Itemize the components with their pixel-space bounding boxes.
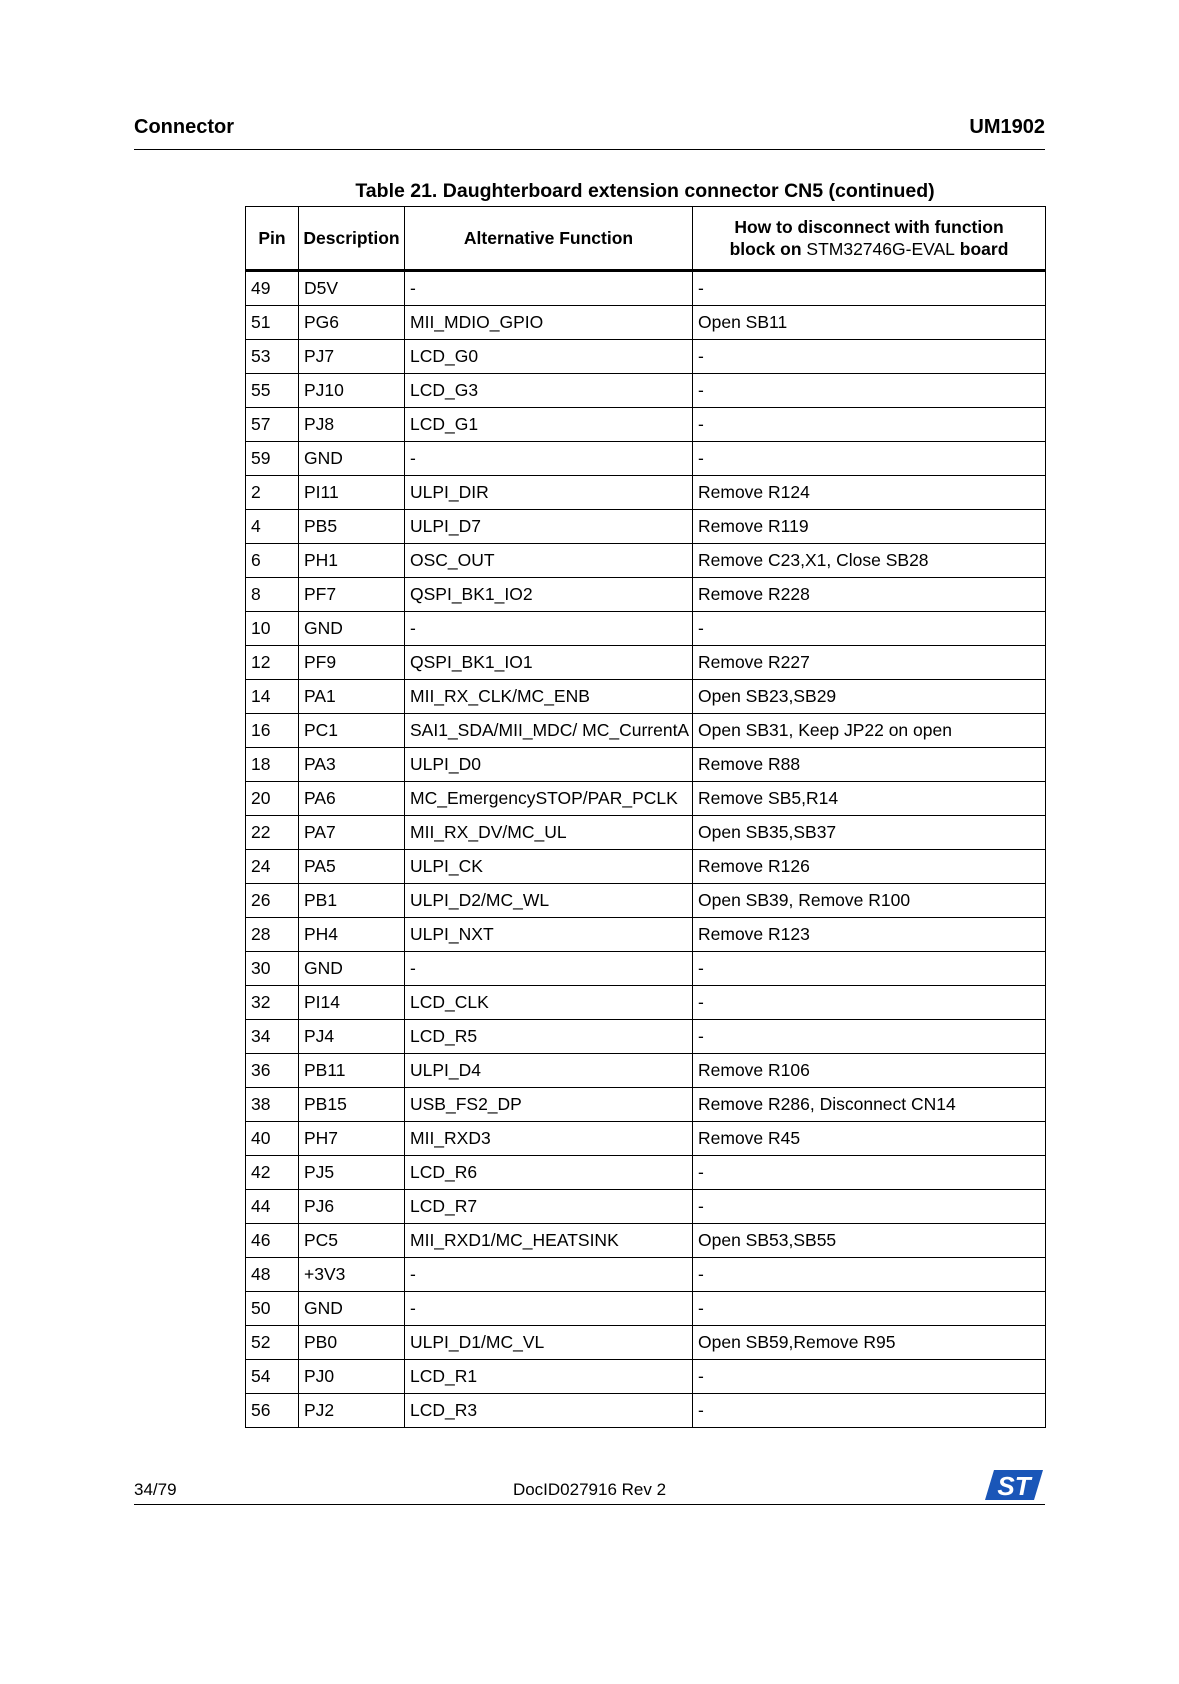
table-row bbox=[246, 442, 1046, 476]
table-row bbox=[246, 1190, 1046, 1224]
cell-alt-function: ULPI_NXT bbox=[405, 918, 693, 952]
table-row bbox=[246, 884, 1046, 918]
col-header-alt-function: Alternative Function bbox=[405, 207, 693, 271]
table-row bbox=[246, 952, 1046, 986]
cell-pin: 48 bbox=[246, 1258, 299, 1292]
cell-disconnect: - bbox=[693, 340, 1046, 374]
table-row bbox=[246, 1054, 1046, 1088]
cell-alt-function: - bbox=[405, 271, 693, 306]
cell-description: GND bbox=[299, 612, 405, 646]
cell-description: GND bbox=[299, 442, 405, 476]
cell-pin: 46 bbox=[246, 1224, 299, 1258]
cell-pin: 24 bbox=[246, 850, 299, 884]
table-row bbox=[246, 408, 1046, 442]
cell-pin: 54 bbox=[246, 1360, 299, 1394]
table-row bbox=[246, 850, 1046, 884]
cell-alt-function: - bbox=[405, 1292, 693, 1326]
cell-alt-function: ULPI_D4 bbox=[405, 1054, 693, 1088]
cell-description: PA6 bbox=[299, 782, 405, 816]
cell-alt-function: USB_FS2_DP bbox=[405, 1088, 693, 1122]
cell-description: PA3 bbox=[299, 748, 405, 782]
cell-disconnect: - bbox=[693, 1020, 1046, 1054]
col-header-disconnect bbox=[693, 207, 1046, 271]
table-row bbox=[246, 680, 1046, 714]
document-code: UM1902 bbox=[969, 116, 1045, 138]
cell-description: PB5 bbox=[299, 510, 405, 544]
cell-disconnect: Remove R228 bbox=[693, 578, 1046, 612]
table-row bbox=[246, 306, 1046, 340]
cell-alt-function: MII_RXD3 bbox=[405, 1122, 693, 1156]
st-logo-icon bbox=[984, 1468, 1044, 1502]
cell-alt-function: LCD_R7 bbox=[405, 1190, 693, 1224]
cell-pin: 2 bbox=[246, 476, 299, 510]
table-row bbox=[246, 578, 1046, 612]
table-row bbox=[246, 782, 1046, 816]
cell-alt-function: LCD_R5 bbox=[405, 1020, 693, 1054]
cell-description: PA5 bbox=[299, 850, 405, 884]
table-row bbox=[246, 1292, 1046, 1326]
cell-alt-function: - bbox=[405, 952, 693, 986]
cell-alt-function: LCD_R6 bbox=[405, 1156, 693, 1190]
cell-description: PH4 bbox=[299, 918, 405, 952]
cell-pin: 14 bbox=[246, 680, 299, 714]
cell-alt-function: MC_EmergencySTOP/PAR_PCLK bbox=[405, 782, 693, 816]
table-row bbox=[246, 476, 1046, 510]
cell-alt-function: LCD_G1 bbox=[405, 408, 693, 442]
cell-pin: 18 bbox=[246, 748, 299, 782]
cell-pin: 55 bbox=[246, 374, 299, 408]
col-header-board-name: STM32746G-EVAL bbox=[806, 239, 955, 259]
cell-description: PJ2 bbox=[299, 1394, 405, 1428]
cell-alt-function: - bbox=[405, 442, 693, 476]
cell-alt-function: ULPI_CK bbox=[405, 850, 693, 884]
cell-description: PF7 bbox=[299, 578, 405, 612]
cell-pin: 38 bbox=[246, 1088, 299, 1122]
col-header-disconnect-line1: How to disconnect with function bbox=[734, 217, 1004, 237]
cell-description: D5V bbox=[299, 271, 405, 306]
table-row bbox=[246, 714, 1046, 748]
cell-disconnect: Remove R88 bbox=[693, 748, 1046, 782]
cell-description: PJ5 bbox=[299, 1156, 405, 1190]
col-header-description: Description bbox=[299, 207, 405, 271]
cell-alt-function: ULPI_D0 bbox=[405, 748, 693, 782]
cell-disconnect: Remove R126 bbox=[693, 850, 1046, 884]
cell-description: PJ10 bbox=[299, 374, 405, 408]
cell-description: PA1 bbox=[299, 680, 405, 714]
table-row bbox=[246, 510, 1046, 544]
table-body bbox=[246, 271, 1046, 1428]
cell-alt-function: - bbox=[405, 612, 693, 646]
cell-disconnect: - bbox=[693, 442, 1046, 476]
cell-disconnect: Remove SB5,R14 bbox=[693, 782, 1046, 816]
cell-disconnect: - bbox=[693, 271, 1046, 306]
cell-alt-function: ULPI_D2/MC_WL bbox=[405, 884, 693, 918]
cell-description: PI11 bbox=[299, 476, 405, 510]
cell-pin: 40 bbox=[246, 1122, 299, 1156]
cell-alt-function: LCD_R3 bbox=[405, 1394, 693, 1428]
cell-pin: 32 bbox=[246, 986, 299, 1020]
cell-alt-function: SAI1_SDA/MII_MDC/ MC_CurrentA bbox=[405, 714, 693, 748]
cell-disconnect: - bbox=[693, 1292, 1046, 1326]
cell-disconnect: Remove R124 bbox=[693, 476, 1046, 510]
table-row bbox=[246, 1020, 1046, 1054]
cell-pin: 51 bbox=[246, 306, 299, 340]
cell-disconnect: Open SB53,SB55 bbox=[693, 1224, 1046, 1258]
cell-description: PJ6 bbox=[299, 1190, 405, 1224]
logo-text: ST bbox=[997, 1471, 1031, 1501]
table-row bbox=[246, 612, 1046, 646]
cell-alt-function: LCD_G3 bbox=[405, 374, 693, 408]
cell-pin: 30 bbox=[246, 952, 299, 986]
cell-disconnect: Remove R45 bbox=[693, 1122, 1046, 1156]
cell-alt-function: ULPI_DIR bbox=[405, 476, 693, 510]
col-header-pin: Pin bbox=[246, 207, 299, 271]
section-title: Connector bbox=[134, 116, 234, 138]
cell-disconnect: - bbox=[693, 1360, 1046, 1394]
table-row bbox=[246, 544, 1046, 578]
cell-alt-function: MII_RXD1/MC_HEATSINK bbox=[405, 1224, 693, 1258]
cell-alt-function: LCD_R1 bbox=[405, 1360, 693, 1394]
cell-description: +3V3 bbox=[299, 1258, 405, 1292]
cell-description: PA7 bbox=[299, 816, 405, 850]
cell-pin: 49 bbox=[246, 271, 299, 306]
cell-pin: 16 bbox=[246, 714, 299, 748]
cell-pin: 57 bbox=[246, 408, 299, 442]
cell-pin: 20 bbox=[246, 782, 299, 816]
cell-pin: 42 bbox=[246, 1156, 299, 1190]
cell-disconnect: Remove R106 bbox=[693, 1054, 1046, 1088]
cell-pin: 53 bbox=[246, 340, 299, 374]
document-id: DocID027916 Rev 2 bbox=[512, 1480, 667, 1499]
table-row bbox=[246, 1156, 1046, 1190]
cell-disconnect: Remove R119 bbox=[693, 510, 1046, 544]
cell-description: PG6 bbox=[299, 306, 405, 340]
cell-disconnect: Open SB11 bbox=[693, 306, 1046, 340]
cell-disconnect: - bbox=[693, 374, 1046, 408]
table-row bbox=[246, 816, 1046, 850]
cell-pin: 10 bbox=[246, 612, 299, 646]
cell-alt-function: MII_RX_DV/MC_UL bbox=[405, 816, 693, 850]
cell-description: PH7 bbox=[299, 1122, 405, 1156]
cell-pin: 59 bbox=[246, 442, 299, 476]
table-row bbox=[246, 986, 1046, 1020]
cell-description: PB0 bbox=[299, 1326, 405, 1360]
table-row bbox=[246, 1258, 1046, 1292]
cell-alt-function: LCD_CLK bbox=[405, 986, 693, 1020]
cell-alt-function: ULPI_D1/MC_VL bbox=[405, 1326, 693, 1360]
cell-alt-function: - bbox=[405, 1258, 693, 1292]
cell-disconnect: Open SB23,SB29 bbox=[693, 680, 1046, 714]
cell-disconnect: Open SB59,Remove R95 bbox=[693, 1326, 1046, 1360]
cell-description: PH1 bbox=[299, 544, 405, 578]
table-row bbox=[246, 1326, 1046, 1360]
table-row bbox=[246, 340, 1046, 374]
cell-alt-function: QSPI_BK1_IO1 bbox=[405, 646, 693, 680]
cell-pin: 6 bbox=[246, 544, 299, 578]
cell-disconnect: Open SB35,SB37 bbox=[693, 816, 1046, 850]
page-number: 34/79 bbox=[134, 1480, 177, 1499]
cell-pin: 44 bbox=[246, 1190, 299, 1224]
table-header-row bbox=[246, 207, 1046, 271]
cell-alt-function: MII_MDIO_GPIO bbox=[405, 306, 693, 340]
cell-description: GND bbox=[299, 952, 405, 986]
cell-alt-function: ULPI_D7 bbox=[405, 510, 693, 544]
cell-disconnect: - bbox=[693, 1394, 1046, 1428]
table-row bbox=[246, 646, 1046, 680]
header-divider bbox=[134, 149, 1045, 150]
table-row bbox=[246, 374, 1046, 408]
cell-pin: 34 bbox=[246, 1020, 299, 1054]
cell-description: PF9 bbox=[299, 646, 405, 680]
cell-pin: 26 bbox=[246, 884, 299, 918]
cell-disconnect: - bbox=[693, 612, 1046, 646]
cell-disconnect: Open SB31, Keep JP22 on open bbox=[693, 714, 1046, 748]
cell-description: PJ8 bbox=[299, 408, 405, 442]
cell-description: PJ7 bbox=[299, 340, 405, 374]
cell-pin: 28 bbox=[246, 918, 299, 952]
cell-alt-function: QSPI_BK1_IO2 bbox=[405, 578, 693, 612]
connector-table bbox=[245, 206, 1046, 1428]
cell-alt-function: LCD_G0 bbox=[405, 340, 693, 374]
cell-description: PJ0 bbox=[299, 1360, 405, 1394]
cell-description: PB11 bbox=[299, 1054, 405, 1088]
cell-disconnect: - bbox=[693, 1156, 1046, 1190]
table-row bbox=[246, 748, 1046, 782]
cell-disconnect: - bbox=[693, 1190, 1046, 1224]
cell-pin: 4 bbox=[246, 510, 299, 544]
cell-disconnect: Remove R227 bbox=[693, 646, 1046, 680]
table-row bbox=[246, 271, 1046, 306]
cell-disconnect: - bbox=[693, 408, 1046, 442]
cell-disconnect: Remove C23,X1, Close SB28 bbox=[693, 544, 1046, 578]
table-row bbox=[246, 1394, 1046, 1428]
cell-disconnect: Open SB39, Remove R100 bbox=[693, 884, 1046, 918]
footer-divider bbox=[134, 1504, 1045, 1505]
cell-description: PB1 bbox=[299, 884, 405, 918]
cell-pin: 36 bbox=[246, 1054, 299, 1088]
cell-description: PI14 bbox=[299, 986, 405, 1020]
cell-pin: 12 bbox=[246, 646, 299, 680]
cell-pin: 50 bbox=[246, 1292, 299, 1326]
cell-disconnect: - bbox=[693, 1258, 1046, 1292]
cell-description: PJ4 bbox=[299, 1020, 405, 1054]
cell-alt-function: OSC_OUT bbox=[405, 544, 693, 578]
cell-pin: 8 bbox=[246, 578, 299, 612]
table-row bbox=[246, 918, 1046, 952]
cell-disconnect: Remove R123 bbox=[693, 918, 1046, 952]
table-row bbox=[246, 1122, 1046, 1156]
cell-description: GND bbox=[299, 1292, 405, 1326]
cell-disconnect: Remove R286, Disconnect CN14 bbox=[693, 1088, 1046, 1122]
table-row bbox=[246, 1088, 1046, 1122]
table-row bbox=[246, 1360, 1046, 1394]
cell-pin: 22 bbox=[246, 816, 299, 850]
cell-description: PC5 bbox=[299, 1224, 405, 1258]
col-header-disconnect-line2a: block on bbox=[729, 239, 802, 259]
cell-description: PC1 bbox=[299, 714, 405, 748]
cell-disconnect: - bbox=[693, 986, 1046, 1020]
cell-pin: 52 bbox=[246, 1326, 299, 1360]
col-header-disconnect-line2b: board bbox=[959, 239, 1009, 259]
cell-pin: 56 bbox=[246, 1394, 299, 1428]
table-caption: Table 21. Daughterboard extension connector CN5 (continued) bbox=[355, 180, 935, 202]
cell-description: PB15 bbox=[299, 1088, 405, 1122]
table-row bbox=[246, 1224, 1046, 1258]
cell-alt-function: MII_RX_CLK/MC_ENB bbox=[405, 680, 693, 714]
cell-disconnect: - bbox=[693, 952, 1046, 986]
